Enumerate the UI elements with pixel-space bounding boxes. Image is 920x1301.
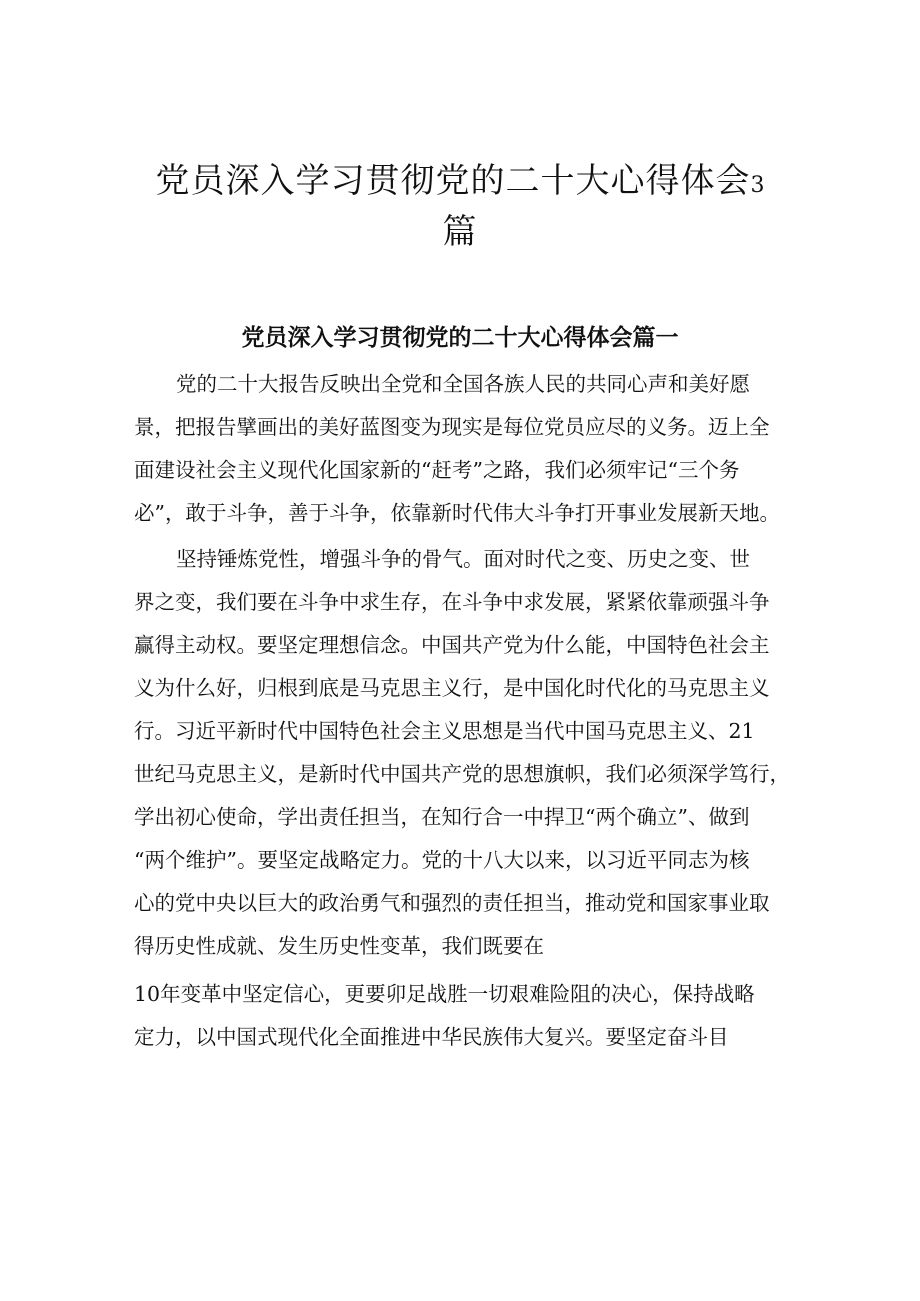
paragraph-line: 行。习近平新时代中国特色社会主义思想是当代中国马克思主义、21: [134, 719, 755, 743]
paragraph-line: 心的党中央以巨大的政治勇气和强烈的责任担当，推动党和国家事业取: [134, 891, 770, 915]
paragraph-line: 10年变革中坚定信心，更要卯足战胜一切艰难险阻的决心，保持战略: [134, 982, 755, 1006]
paragraph-line: 党的二十大报告反映出全党和全国各族人民的共同心声和美好愿: [176, 372, 750, 396]
paragraph-line: 界之变，我们要在斗争中求生存，在斗争中求发展，紧紧依靠顽强斗争: [134, 590, 770, 614]
section-heading: 党员深入学习贯彻党的二十大心得体会篇一: [241, 325, 679, 351]
paragraph-line: 定力，以中国式现代化全面推进中华民族伟大复兴。要坚定奋斗目: [134, 1025, 729, 1049]
paragraph-line: 义为什么好，归根到底是马克思主义行，是中国化时代化的马克思主义: [134, 676, 770, 700]
paragraph-line: 必”，敢于斗争，善于斗争，依靠新时代伟大斗争打开事业发展新天地。: [134, 501, 780, 525]
paragraph-line: 面建设社会主义现代化国家新的“赶考”之路，我们必须牢记“三个务: [134, 458, 740, 482]
title-number: 3: [750, 173, 765, 198]
title-suffix: 篇: [442, 212, 478, 252]
title-main-text: 党员深入学习贯彻党的二十大心得体会: [155, 161, 751, 201]
paragraph-line: “两个维护”。要坚定战略定力。党的十八大以来，以习近平同志为核: [134, 848, 750, 872]
document-title: [140, 158, 780, 255]
paragraph-line: 世纪马克思主义，是新时代中国共产党的思想旗帜，我们必须深学笃行，: [134, 762, 790, 786]
paragraph-line: 赢得主动权。要坚定理想信念。中国共产党为什么能，中国特色社会主: [134, 633, 770, 657]
paragraph-line: 景，把报告擘画出的美好蓝图变为现实是每位党员应尽的义务。迈上全: [134, 415, 770, 439]
paragraph-line: 得历史性成就、发生历史性变革，我们既要在: [134, 934, 544, 958]
paragraph-line: 学出初心使命，学出责任担当，在知行合一中捍卫“两个确立”、做到: [134, 805, 750, 829]
paragraph-line: 坚持锤炼党性，增强斗争的骨气。面对时代之变、历史之变、世: [176, 547, 750, 571]
